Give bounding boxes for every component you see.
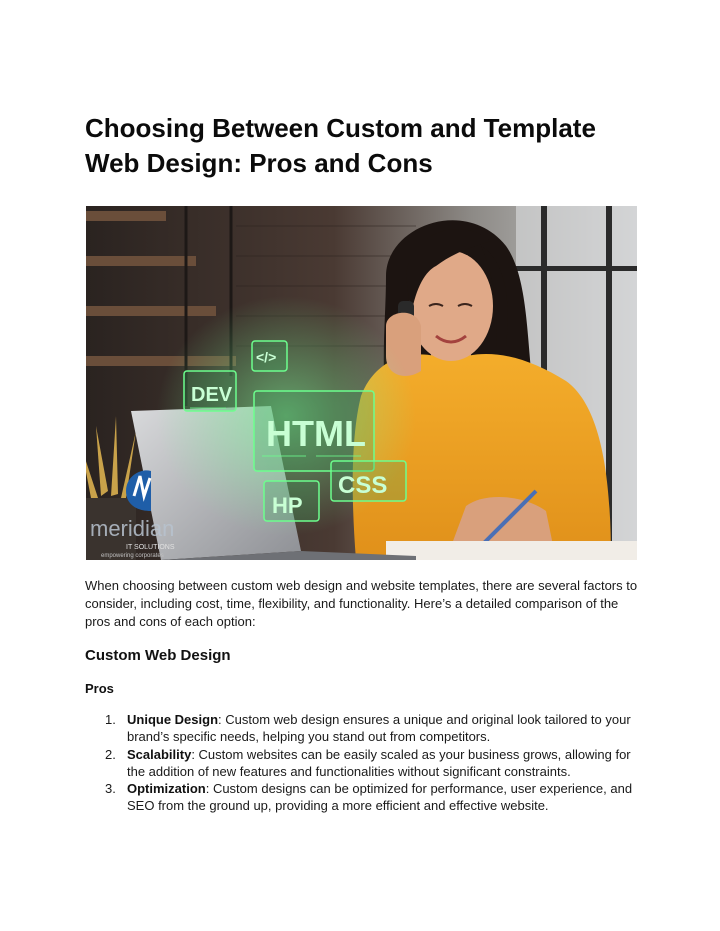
holo-label-css: CSS: [338, 472, 388, 499]
pros-list: [85, 711, 645, 815]
list-item-term: Unique Design: [127, 712, 219, 727]
title-line-1: Choosing Between Custom and Template: [85, 113, 596, 143]
logo-wordmark: meridian: [90, 516, 175, 541]
intro-paragraph: When choosing between custom web design and website templates, there are several factors to consider, including cost, time, flexibility, and functionality. Here’s a detailed comparison of the pros and cons of each option:: [85, 578, 638, 629]
title-line-2: Web Design: Pros and Cons: [85, 148, 433, 178]
page-title: [85, 111, 645, 181]
list-item-term: Optimization: [127, 781, 206, 797]
list-item-term: Scalability: [127, 746, 192, 762]
hero-image: [86, 206, 637, 560]
list-item: [85, 711, 645, 746]
list-item-number: 1.: [105, 712, 116, 727]
list-item-text: : Custom websites can be easily scaled as your business grows, allowing for the addition of new features and functionalities without significant constraints.: [127, 746, 631, 779]
holo-label-dev: DEV: [191, 384, 233, 406]
logo-tagline: empowering corporates: [101, 553, 164, 559]
list-item-number: 2.: [105, 746, 116, 762]
holo-label-hp: HP: [272, 493, 303, 518]
holo-label-html: HTML: [266, 413, 366, 454]
section-heading: Custom Web Design: [85, 647, 231, 664]
logo-subtext: IT SOLUTIONS: [126, 544, 175, 551]
list-item-text: : Custom designs can be optimized for performance, user experience, and SEO from the ground up, providing a more efficient and effective website.: [127, 781, 633, 814]
list-item-text: : Custom web design ensures a unique and original look tailored to your brand’s specific needs, helping you stand out from competitors.: [127, 712, 631, 745]
list-item: [85, 746, 645, 781]
list-item: [85, 780, 645, 815]
holo-label-code: </>: [256, 349, 277, 365]
subsection-heading: Pros: [85, 681, 114, 696]
list-item-number: 3.: [105, 781, 116, 797]
